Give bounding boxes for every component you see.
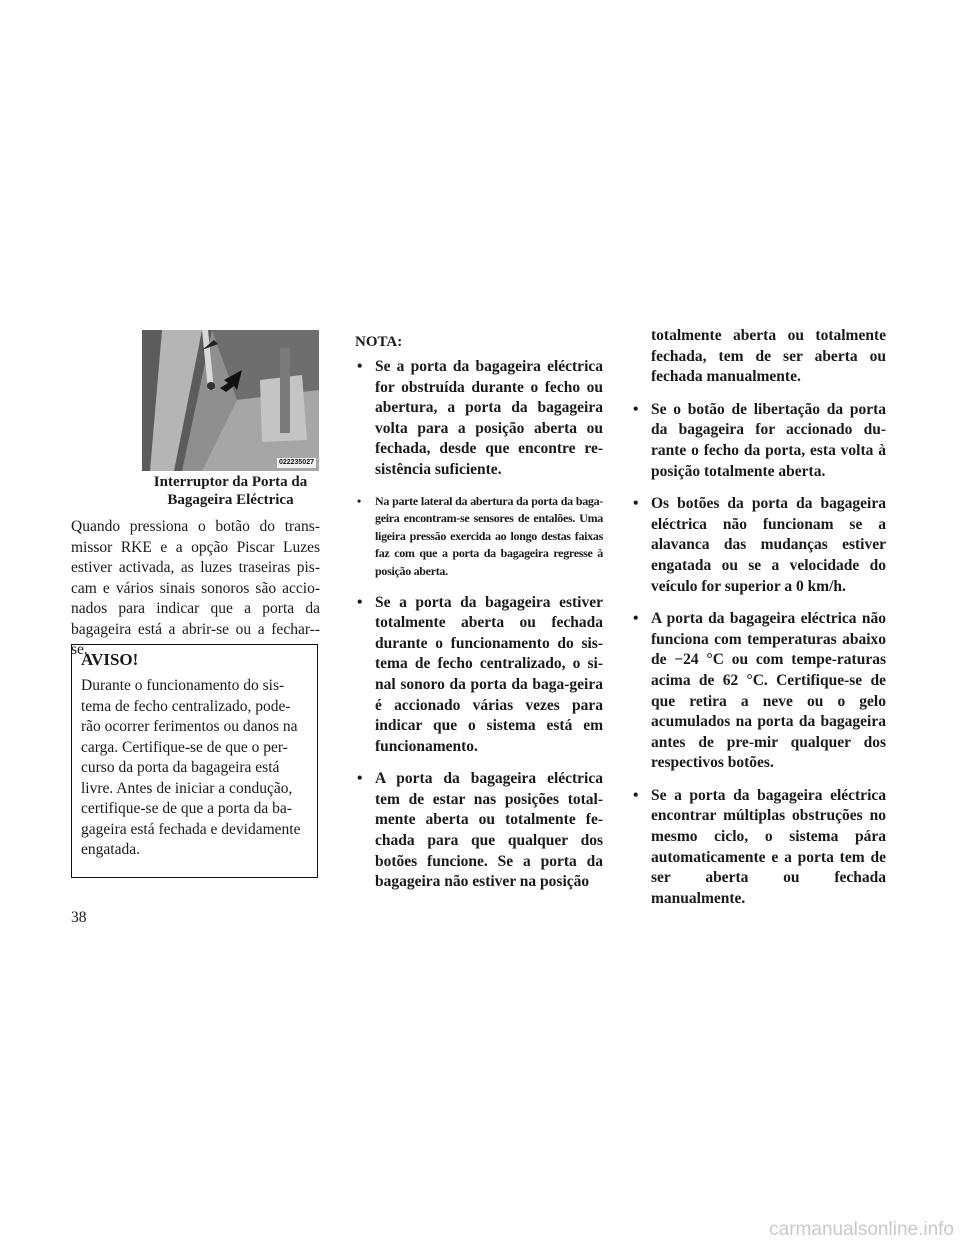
note-list-right	[631, 326, 886, 921]
warning-text: Durante o funcionamento do sis-tema de fecho centralizado, pode-rão ocorrer ferimentos ou danos na carga. Certifique-se de que o per-curso da porta da bagageira está livre. Antes de iniciar a condução, certifique-se de que a porta da ba-gageira está fechada e devidamente engatada.	[81, 677, 301, 858]
list-item-text: Se o botão de libertação da porta da bagageira for accionado du-rante o fecho da porta, esta volta à posição totalmente aberta.	[651, 400, 886, 480]
list-item-text: Os botões da porta da bagageira eléctrica não funcionam se a alavanca das mudanças estiver engatada ou se a velocidade do veículo for superior a 0 km/h.	[651, 495, 886, 595]
list-item	[355, 493, 603, 581]
warning-title: AVISO!	[81, 650, 139, 669]
liftgate-interior-illustration	[142, 330, 319, 471]
list-item	[631, 609, 886, 774]
note-title: NOTA:	[355, 334, 403, 350]
list-item	[631, 400, 886, 482]
figure-code: 022235027	[278, 459, 314, 466]
bullet-icon: •	[357, 493, 361, 508]
list-item	[355, 357, 603, 481]
list-item-continuation: totalmente aberta ou totalmente fechada, tem de ser aberta ou fechada manualmente.	[651, 327, 886, 386]
bullet-icon: •	[633, 495, 639, 513]
note-list-middle	[355, 357, 603, 905]
bullet-icon: •	[357, 358, 363, 375]
list-item	[355, 593, 603, 758]
bullet-icon: •	[357, 770, 363, 788]
liftgate-switch-photo	[142, 330, 319, 471]
list-item-text: A porta da bagageira eléctrica não funciona com temperaturas abaixo de −24 °C ou com tempe-raturas acima de 62 °C. Certifique-se de que retira a neve ou o gelo acumulados na porta da bagageira antes de pre-mir qualquer dos respectivos botões.	[651, 610, 886, 772]
bullet-icon: •	[633, 400, 639, 418]
page-number: 38	[71, 909, 87, 926]
bullet-icon: •	[633, 786, 639, 804]
body-paragraph: Quando pressiona o botão do trans-missor RKE e a opção Piscar Luzes estiver activada, as luzes traseiras pis-cam e vários sinais sonoros são accio-nados para indicar que a porta da bagageira está a abrir-se ou a fechar--se.	[71, 518, 320, 658]
list-item-text: Se a porta da bagageira eléctrica encontrar múltiplas obstruções no mesmo ciclo, o sistema pára automaticamente e a porta tem de ser aberta ou fechada manualmente.	[651, 786, 886, 907]
list-item	[355, 769, 603, 893]
list-item-text: Na parte lateral da abertura da porta da baga-geira encontram-se sensores de entalões. Uma ligeira pressão exercida ao longo destas faixas faz com que a porta da bagageira regresse à posição aberta.	[375, 493, 603, 578]
list-item-text: Se a porta da bagageira eléctrica for obstruída durante o fecho ou abertura, a porta da bagageira volta para a posição aberta ou fechada, desde que encontre re-sistência suficiente.	[375, 358, 603, 478]
warning-box	[71, 644, 318, 878]
bullet-icon: •	[633, 610, 639, 628]
list-item	[631, 494, 886, 597]
bullet-icon: •	[357, 593, 363, 611]
list-item-text: Se a porta da bagageira estiver totalmente aberta ou fechada durante o funcionamento do sis-tema de fecho centralizado, o si-nal sonoro da porta da baga-geira é accionado várias vezes para indicar que o sistema está em funcionamento.	[375, 593, 603, 755]
watermark: carmanualsonline.info	[769, 1219, 954, 1240]
figure-caption: Interruptor da Porta da Bagageira Eléctrica	[153, 474, 308, 508]
list-item-text: A porta da bagageira eléctrica tem de estar nas posições total-mente aberta ou totalmente fe-chada para que qualquer dos botões funcione. Se a porta da bagageira não estiver na posição	[375, 770, 603, 891]
list-item	[631, 786, 886, 910]
